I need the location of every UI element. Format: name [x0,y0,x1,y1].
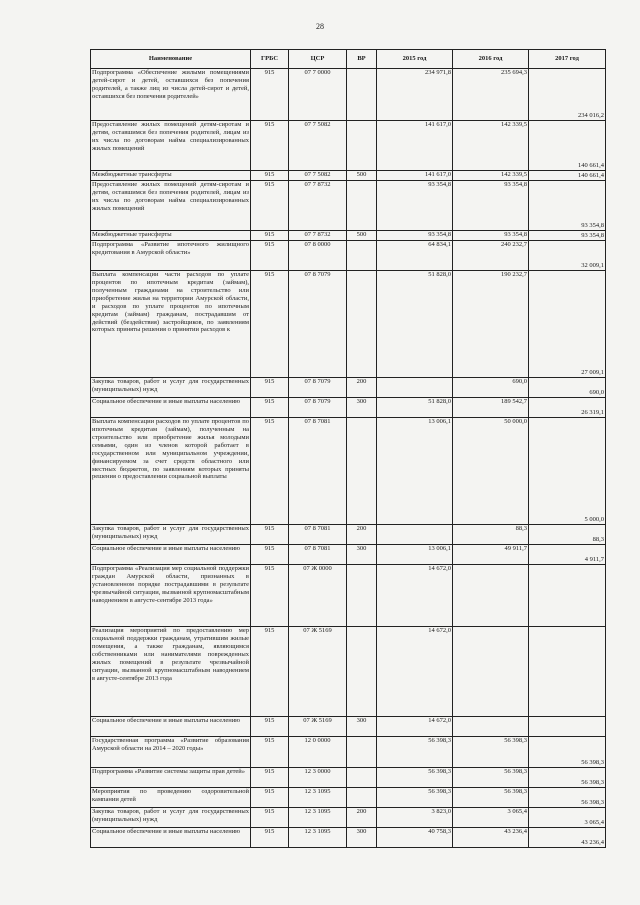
header-2015: 2015 год [377,50,453,69]
table-row [91,181,606,231]
table-row [91,808,606,828]
row-vr [347,627,377,717]
row-2016 [453,627,529,717]
row-csr: 07 7 8732 [289,181,347,231]
row-vr [347,271,377,378]
table-row [91,171,606,181]
row-vr [347,565,377,627]
row-2017: 140 661,4 [529,121,606,171]
row-2017: 5 000,0 [529,418,606,525]
row-vr: 300 [347,545,377,565]
row-2017: 93 354,8 [529,181,606,231]
row-2016: 49 911,7 [453,545,529,565]
row-2015: 93 354,8 [377,231,453,241]
page-number: 28 [316,22,324,31]
row-csr: 12 0 0000 [289,737,347,768]
row-vr [347,788,377,808]
table-row [91,788,606,808]
row-vr [347,768,377,788]
row-2016: 190 232,7 [453,271,529,378]
row-grbs: 915 [251,525,289,545]
budget-table [90,49,606,848]
row-2016: 43 236,4 [453,828,529,848]
row-vr [347,181,377,231]
row-name: Выплата компенсации расходов по уплате процентов по ипотечным кредитам (займам), полученным на строительство или приобретение жилья молодыми семьями, один из членов которой работает в государственном или муниципальном учреждении, финансируемом за счет средств областного или местных бюджетов, по заявлениям которых приняты решения о предоставлении социальной выплаты [91,418,251,525]
row-name: Закупка товаров, работ и услуг для государственных (муниципальных) нужд [91,808,251,828]
row-2015: 51 828,0 [377,271,453,378]
row-2015 [377,378,453,398]
row-vr: 300 [347,828,377,848]
row-2017 [529,717,606,737]
row-2016: 93 354,8 [453,231,529,241]
row-vr: 500 [347,231,377,241]
table-row [91,418,606,525]
row-2016 [453,717,529,737]
table-row [91,69,606,121]
row-vr: 200 [347,525,377,545]
row-2015: 141 617,0 [377,121,453,171]
table-row [91,241,606,271]
row-name: Межбюджетные трансферты [91,231,251,241]
row-2016: 50 000,0 [453,418,529,525]
row-name: Подпрограмма «Развитие ипотечного жилищного кредитования в Амурской области» [91,241,251,271]
row-name: Социальное обеспечение и иные выплаты населению [91,828,251,848]
row-grbs: 915 [251,808,289,828]
row-name: Межбюджетные трансферты [91,171,251,181]
table-row [91,121,606,171]
row-2016: 3 065,4 [453,808,529,828]
row-2017: 56 398,3 [529,737,606,768]
table-row [91,768,606,788]
row-2017: 93 354,8 [529,231,606,241]
row-2015: 56 398,3 [377,788,453,808]
row-name: Государственная программа «Развитие образования Амурской области на 2014 – 2020 годы» [91,737,251,768]
row-vr: 300 [347,717,377,737]
row-csr: 07 Ж 5169 [289,717,347,737]
header-name: Наименование [91,50,251,69]
row-2017: 3 065,4 [529,808,606,828]
row-name: Подпрограмма «Обеспечение жилыми помещениями детей-сирот и детей, оставшихся без попечения родителей, а также лиц из числа детей-сирот и детей, оставшихся без попечения родителей» [91,69,251,121]
table-row [91,231,606,241]
row-vr [347,241,377,271]
row-csr: 12 3 0000 [289,768,347,788]
table-row [91,545,606,565]
row-csr: 07 8 7079 [289,378,347,398]
row-2017: 690,0 [529,378,606,398]
row-2015: 13 006,1 [377,545,453,565]
row-grbs: 915 [251,788,289,808]
row-name: Закупка товаров, работ и услуг для государственных (муниципальных) нужд [91,525,251,545]
row-grbs: 915 [251,737,289,768]
row-2016: 240 232,7 [453,241,529,271]
row-vr [347,69,377,121]
row-2016: 56 398,3 [453,768,529,788]
row-csr: 07 7 5082 [289,121,347,171]
table-row [91,627,606,717]
row-2017: 88,3 [529,525,606,545]
row-name: Предоставление жилых помещений детям-сиротам и детям, оставшимся без попечения родителей, лицам из их числа по договорам найма специализированных жилых помещений [91,181,251,231]
header-csr: ЦСР [289,50,347,69]
row-2015: 3 823,0 [377,808,453,828]
row-2016: 93 354,8 [453,181,529,231]
row-vr [347,737,377,768]
row-csr: 07 7 5082 [289,171,347,181]
row-2016: 88,3 [453,525,529,545]
row-grbs: 915 [251,828,289,848]
row-grbs: 915 [251,271,289,378]
row-csr: 07 Ж 0000 [289,565,347,627]
row-2017: 234 016,2 [529,69,606,121]
header-vr: ВР [347,50,377,69]
row-name: Подпрограмма «Развитие системы защиты прав детей» [91,768,251,788]
row-csr: 07 8 7079 [289,271,347,378]
row-2016: 189 542,7 [453,398,529,418]
row-grbs: 915 [251,398,289,418]
row-2015: 14 672,0 [377,717,453,737]
row-vr: 200 [347,378,377,398]
row-name: Мероприятия по проведению оздоровительной кампании детей [91,788,251,808]
row-grbs: 915 [251,241,289,271]
row-grbs: 915 [251,418,289,525]
row-2017: 43 236,4 [529,828,606,848]
table-row [91,271,606,378]
row-name: Социальное обеспечение и иные выплаты населению [91,545,251,565]
row-grbs: 915 [251,768,289,788]
row-2017 [529,565,606,627]
row-2015: 14 672,0 [377,565,453,627]
table-row [91,717,606,737]
row-name: Социальное обеспечение и иные выплаты населению [91,717,251,737]
row-2015: 40 758,3 [377,828,453,848]
row-2015: 234 971,8 [377,69,453,121]
row-csr: 07 7 8732 [289,231,347,241]
row-grbs: 915 [251,69,289,121]
table-header-row [91,50,606,69]
row-grbs: 915 [251,378,289,398]
row-vr: 300 [347,398,377,418]
header-grbs: ГРБС [251,50,289,69]
row-grbs: 915 [251,627,289,717]
row-grbs: 915 [251,171,289,181]
row-name: Закупка товаров, работ и услуг для государственных (муниципальных) нужд [91,378,251,398]
row-2017: 27 009,1 [529,271,606,378]
row-csr: 07 8 7081 [289,545,347,565]
header-2016: 2016 год [453,50,529,69]
row-2017: 32 009,1 [529,241,606,271]
row-2015: 93 354,8 [377,181,453,231]
row-2015: 141 617,0 [377,171,453,181]
row-2017: 56 398,3 [529,788,606,808]
row-csr: 07 8 0000 [289,241,347,271]
row-grbs: 915 [251,545,289,565]
row-2016: 142 339,5 [453,171,529,181]
row-2015: 14 672,0 [377,627,453,717]
row-csr: 07 8 7079 [289,398,347,418]
row-2016 [453,565,529,627]
row-2015: 51 828,0 [377,398,453,418]
row-csr: 07 8 7081 [289,418,347,525]
header-2017: 2017 год [529,50,606,69]
row-vr [347,418,377,525]
table-row [91,398,606,418]
row-csr: 07 7 0000 [289,69,347,121]
row-2017: 140 661,4 [529,171,606,181]
row-csr: 12 3 1095 [289,788,347,808]
row-2016: 142 339,5 [453,121,529,171]
row-grbs: 915 [251,181,289,231]
row-grbs: 915 [251,565,289,627]
table-row [91,565,606,627]
row-2015: 56 398,3 [377,737,453,768]
row-2015: 13 006,1 [377,418,453,525]
row-name: Подпрограмма «Реализация мер социальной поддержки граждан Амурской области, признанных в установленном порядке пострадавшими в результате чрезвычайной ситуации, вызванной крупномасштабным наводнением в августе-сентябре 2013 года» [91,565,251,627]
row-2015: 56 398,3 [377,768,453,788]
row-name: Предоставление жилых помещений детям-сиротам и детям, оставшимся без попечения родителей, лицам из их числа по договорам найма специализированных жилых помещений [91,121,251,171]
row-2017: 26 319,1 [529,398,606,418]
row-grbs: 915 [251,231,289,241]
row-2016: 690,0 [453,378,529,398]
row-grbs: 915 [251,121,289,171]
table-row [91,378,606,398]
row-grbs: 915 [251,717,289,737]
row-2016: 235 694,3 [453,69,529,121]
row-2017: 56 398,3 [529,768,606,788]
row-2017: 4 911,7 [529,545,606,565]
row-2017 [529,627,606,717]
row-name: Реализация мероприятий по предоставлению мер социальной поддержки гражданам, утратившим жилые помещения, а также гражданам, являющимся собственниками или нанимателями поврежденных жилых помещений в результате чрезвычайной ситуации, вызванной крупномасштабным наводнением в августе-сентябре 2013 года [91,627,251,717]
row-name: Выплата компенсации части расходов по уплате процентов по ипотечным кредитам (займам), полученным гражданами на строительство или приобретение жилья на территории Амурской области, и расходов по уплате процентов по ипотечным кредитам (займам) гражданам, пострадавшим от действий (бездействия) застройщиков, по заявлениям которых приняты решения о принятии расходов к [91,271,251,378]
row-csr: 12 3 1095 [289,828,347,848]
row-vr [347,121,377,171]
row-csr: 07 Ж 5169 [289,627,347,717]
row-vr: 200 [347,808,377,828]
table-row [91,737,606,768]
row-2015: 64 834,1 [377,241,453,271]
table-row [91,525,606,545]
row-csr: 12 3 1095 [289,808,347,828]
row-name: Социальное обеспечение и иные выплаты населению [91,398,251,418]
row-2015 [377,525,453,545]
row-csr: 07 8 7081 [289,525,347,545]
table-row [91,828,606,848]
row-2016: 56 398,3 [453,788,529,808]
row-2016: 56 398,3 [453,737,529,768]
row-vr: 500 [347,171,377,181]
